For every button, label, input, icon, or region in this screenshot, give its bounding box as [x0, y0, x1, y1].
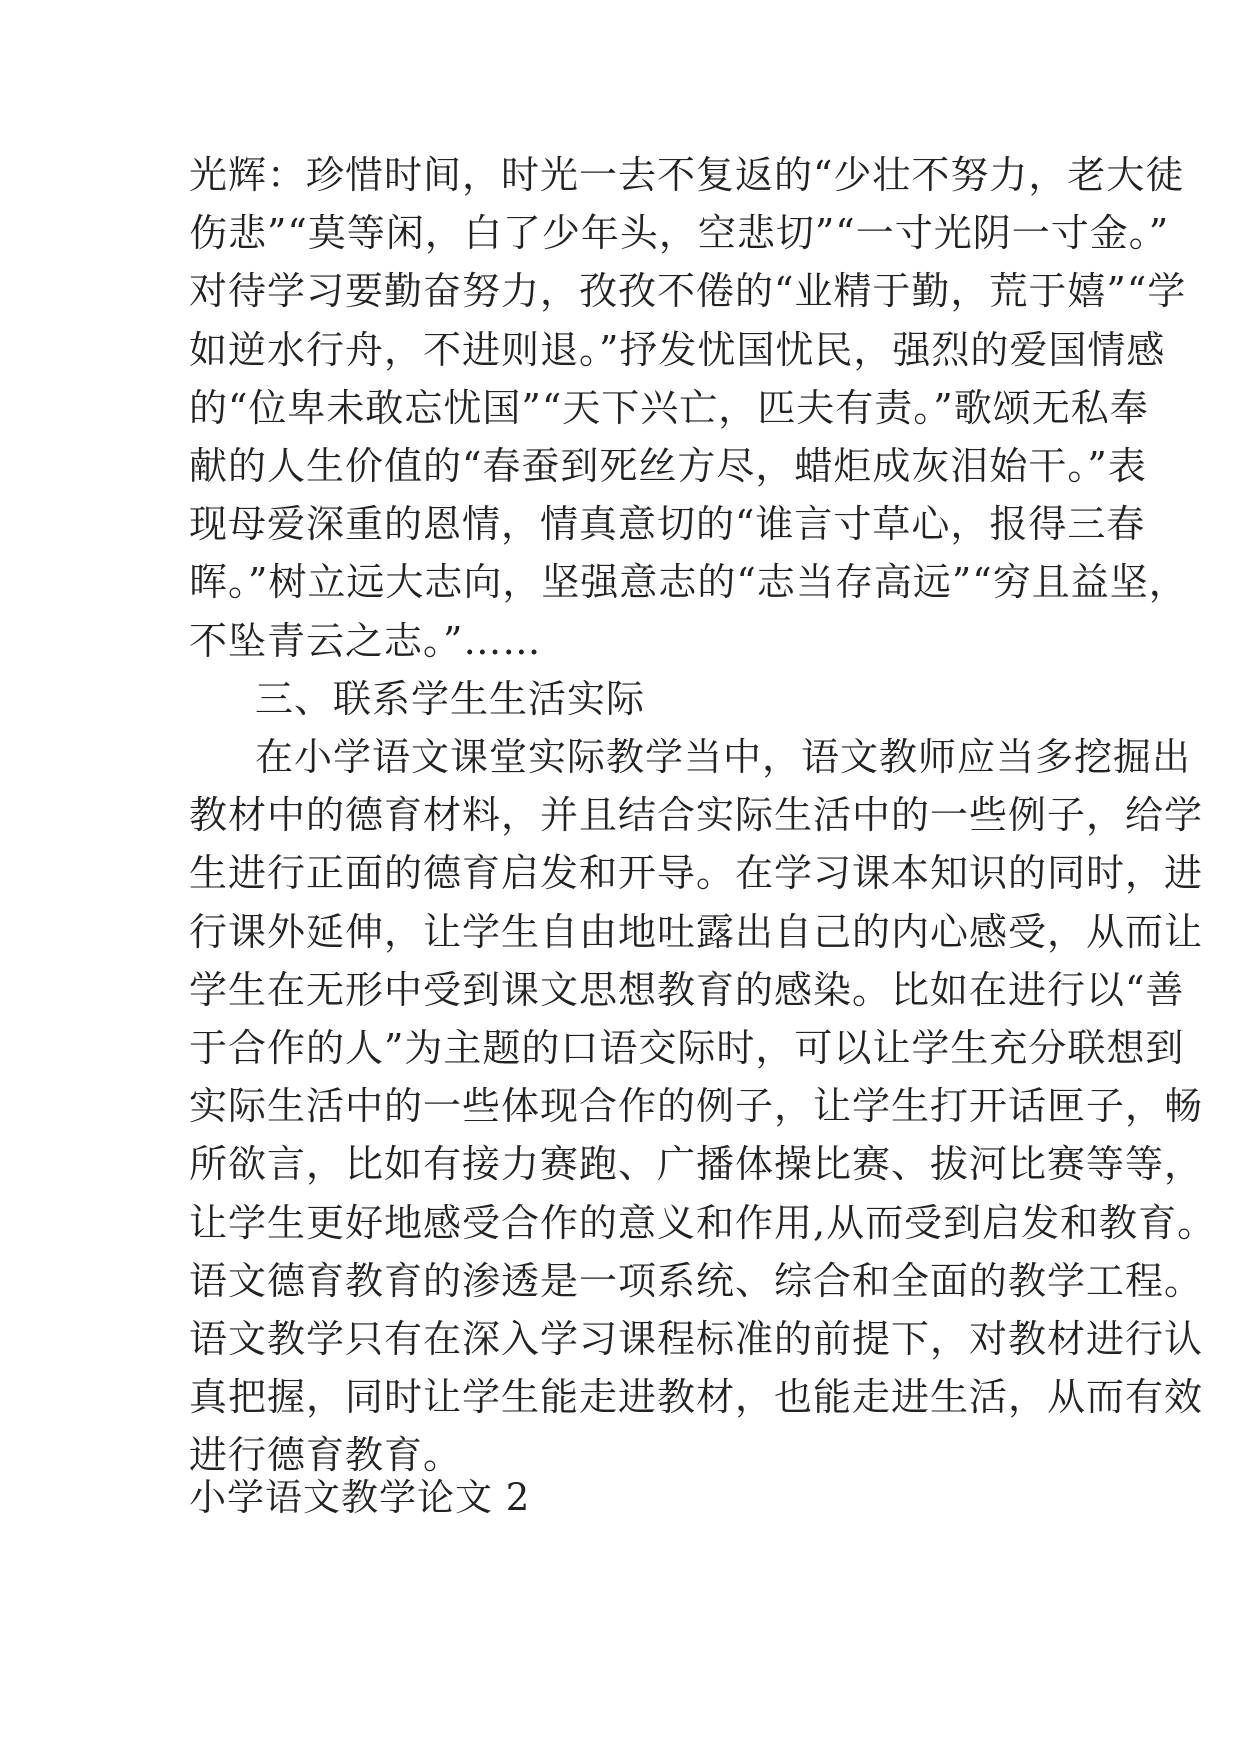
- text-line: 不坠青云之志。”……: [189, 618, 542, 663]
- text-line: 的“位卑未敢忘忧国”“天下兴亡，匹夫有责。”歌颂无私奉: [189, 385, 1149, 430]
- section-heading: 三、联系学生生活实际: [255, 677, 646, 721]
- text-line: 在小学语文课堂实际教学当中，语文教师应当多挖掘出: [255, 735, 1192, 779]
- text-line: 语文德育教育的渗透是一项系统、综合和全面的教学工程。: [189, 1258, 1204, 1303]
- text-line: 实际生活中的一些体现合作的例子，让学生打开话匣子，畅: [189, 1084, 1204, 1129]
- next-article-title: 小学语文教学论文 2: [189, 1476, 531, 1519]
- text-line: 进行德育教育。: [189, 1433, 463, 1478]
- text-line: 语文教学只有在深入学习课程标准的前提下，对教材进行认: [189, 1316, 1204, 1361]
- text-line: 所欲言，比如有接力赛跑、广播体操比赛、拔河比赛等等，: [189, 1142, 1204, 1187]
- text-line: 晖。”树立远大志向，坚强意志的“志当存高远”“穷且益坚，: [189, 560, 1188, 605]
- paragraph-life-practice: [189, 728, 1217, 1484]
- text-line: 真把握，同时让学生能走进教材，也能走进生活，从而有效: [189, 1375, 1204, 1420]
- paragraph-quotations: [189, 146, 1188, 670]
- text-line: 现母爱深重的恩情，情真意切的“谁言寸草心，报得三春: [189, 502, 1146, 547]
- text-line: 对待学习要勤奋努力，孜孜不倦的“业精于勤，荒于嬉”“学: [189, 269, 1187, 314]
- text-line: 伤悲”“莫等闲，白了少年头，空悲切”“一寸光阴一寸金。”: [189, 211, 1170, 256]
- text-line: 教材中的德育材料，并且结合实际生活中的一些例子，给学: [189, 793, 1204, 838]
- text-line: 献的人生价值的“春蚕到死丝方尽，蜡炬成灰泪始干。”表: [189, 443, 1147, 488]
- text-line: 如逆水行舟，不进则退。”抒发忧国忧民，强烈的爱国情感: [189, 327, 1166, 372]
- text-line: 行课外延伸，让学生自由地吐露出自己的内心感受，从而让: [189, 909, 1204, 954]
- section-heading-row: [189, 670, 1059, 728]
- text-line: 于合作的人”为主题的口语交际时，可以让学生充分联想到: [189, 1025, 1185, 1070]
- text-line: 生进行正面的德育启发和开导。在学习课本知识的同时，进: [189, 851, 1204, 896]
- text-line: 学生在无形中受到课文思想教育的感染。比如在进行以“善: [189, 967, 1185, 1012]
- text-line: 让学生更好地感受合作的意义和作用,从而受到启发和教育。: [189, 1200, 1217, 1245]
- text-line: 光辉：珍惜时间，时光一去不复返的“少壮不努力，老大徒: [189, 153, 1185, 197]
